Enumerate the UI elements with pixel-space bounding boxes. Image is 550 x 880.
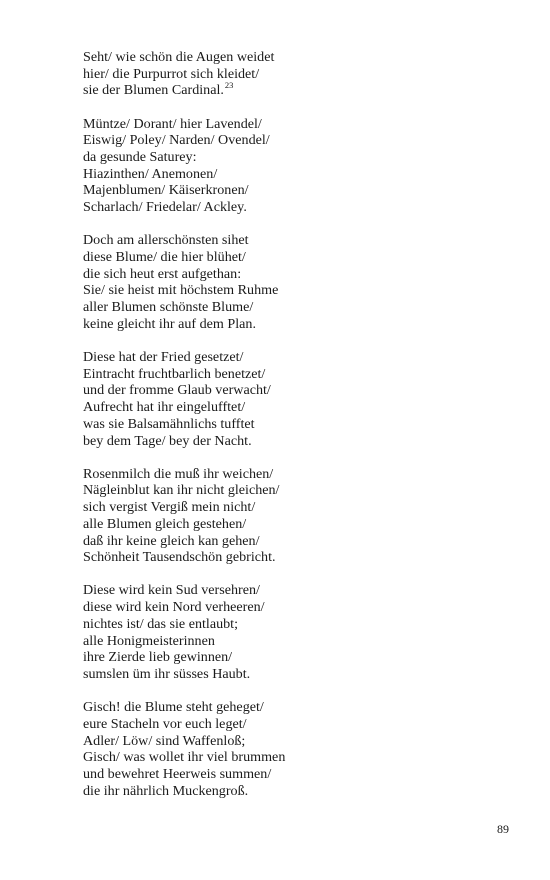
stanza-2	[83, 116, 503, 216]
poem-line: nichtes ist/ das sie entlaubt;	[83, 615, 239, 632]
poem-line: hier/ die Purpurrot sich kleidet/	[83, 65, 260, 82]
poem-line: diese Blume/ die hier blühet/	[83, 249, 246, 266]
poem-line: Hiazinthen/ Anemonen/	[83, 165, 218, 182]
poem-line: diese wird kein Nord verheeren/	[83, 599, 265, 616]
poem-line: sich vergist Vergiß mein nicht/	[83, 499, 256, 516]
poem-line: Schönheit Tausendschön gebricht.	[83, 549, 276, 566]
stanza-7	[83, 699, 503, 799]
page-number: 89	[497, 822, 509, 836]
poem-line-text: sie der Blumen Cardinal.	[83, 82, 224, 99]
stanza-6	[83, 582, 503, 682]
poem-line: Doch am allerschönsten sihet	[83, 232, 249, 249]
poem-line: da gesunde Saturey:	[83, 149, 197, 166]
poem-line: bey dem Tage/ bey der Nacht.	[83, 432, 252, 449]
poem-line: Aufrecht hat ihr eingelufftet/	[83, 399, 246, 416]
poem-line: Sie/ sie heist mit höchstem Ruhme	[83, 282, 279, 299]
poem-line: daß ihr keine gleich kan gehen/	[83, 532, 260, 549]
poem-line: eure Stacheln vor euch leget/	[83, 715, 247, 732]
poem-line: Nägleinblut kan ihr nicht gleichen/	[83, 482, 280, 499]
stanza-3	[83, 232, 503, 332]
stanza-5	[83, 466, 503, 566]
poem-line: Eintracht fruchtbarlich benetzet/	[83, 365, 266, 382]
poem-line: aller Blumen schönste Blume/	[83, 299, 254, 316]
poem-line: Diese hat der Fried gesetzet/	[83, 349, 244, 366]
poem-line: Scharlach/ Friedelar/ Ackley.	[83, 199, 247, 216]
stanza-4	[83, 349, 503, 449]
poem-line: Adler/ Löw/ sind Waffenloß;	[83, 732, 246, 749]
poem-line: alle Blumen gleich gestehen/	[83, 515, 247, 532]
poem-line: ihre Zierde lieb gewinnen/	[83, 649, 233, 666]
poem-line: Eiswig/ Poley/ Narden/ Ovendel/	[83, 132, 270, 149]
poem-line: Gisch/ was wollet ihr viel brummen	[83, 749, 286, 766]
poem-line: Diese wird kein Sud versehren/	[83, 582, 260, 599]
stanza-1	[83, 49, 503, 99]
poem-line: Rosenmilch die muß ihr weichen/	[83, 465, 274, 482]
poem-line: keine gleicht ihr auf dem Plan.	[83, 315, 256, 332]
poem-line: alle Honigmeisterinnen	[83, 632, 215, 649]
poem-line: Müntze/ Dorant/ hier Lavendel/	[83, 115, 262, 132]
poem-line: die ihr nährlich Muckengroß.	[83, 782, 249, 799]
poem-line: die sich heut erst aufgethan:	[83, 265, 242, 282]
footnote-marker[interactable]: 23	[224, 80, 234, 91]
poem-line-with-footnote	[83, 82, 503, 99]
poem-line: sumslen üm ihr süsses Haubt.	[83, 666, 251, 682]
poem-line: und der fromme Glaub verwacht/	[83, 382, 271, 399]
poem-line: Seht/ wie schön die Augen weidet	[83, 49, 275, 65]
poem-body	[83, 49, 503, 816]
poem-line: Majenblumen/ Käiserkronen/	[83, 182, 249, 199]
poem-line: was sie Balsamähnlichs tufftet	[83, 415, 255, 432]
poem-line: Gisch! die Blume steht geheget/	[83, 699, 264, 716]
poem-line: und bewehret Heerweis summen/	[83, 766, 272, 783]
